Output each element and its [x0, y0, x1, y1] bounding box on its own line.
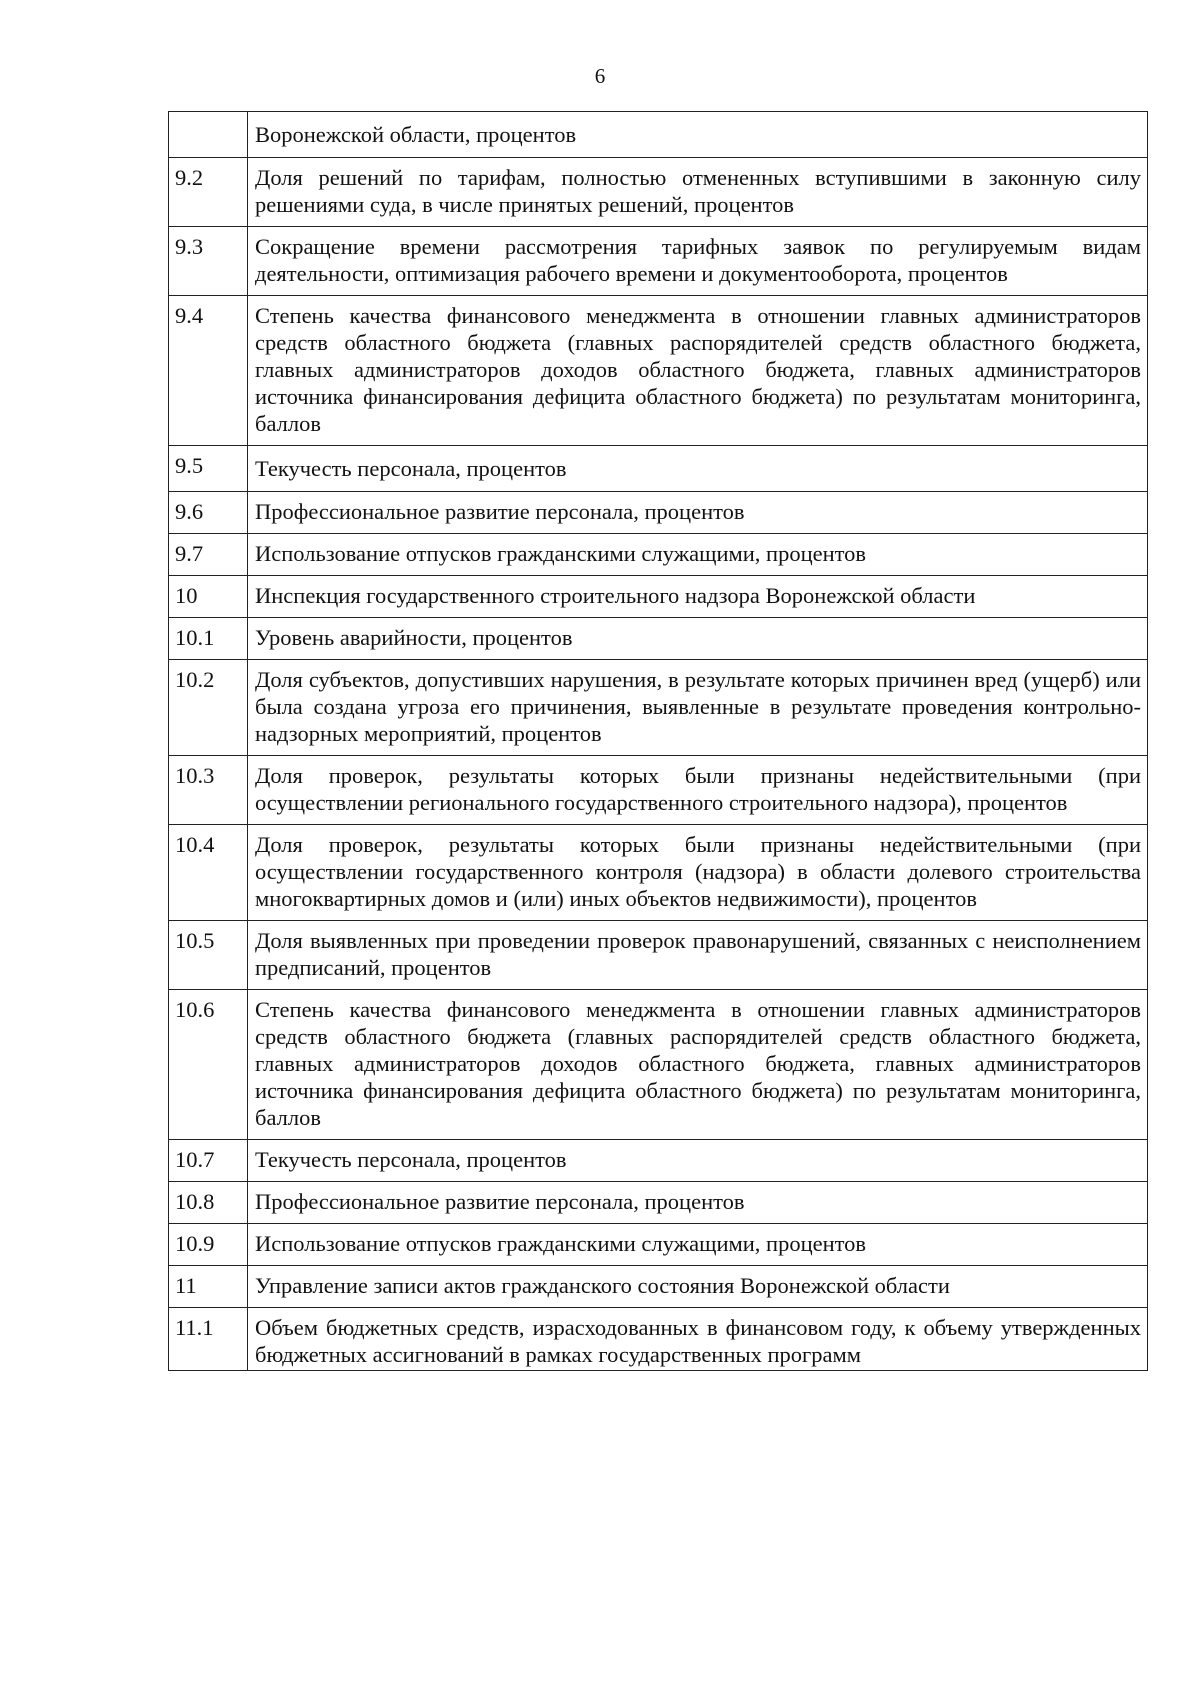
- row-number: 10.2: [169, 660, 248, 756]
- row-text: Воронежской области, процентов: [248, 112, 1148, 158]
- row-text: Степень качества финансового менеджмента в отношении главных администраторов средств областного бюджета (главных распорядителей средств областного бюджета, главных администраторов доходов областного бюджета, главных администраторов источника финансирования дефицита областного бюджета) по результатам мониторинга, баллов: [248, 990, 1148, 1140]
- row-number: 9.2: [169, 158, 248, 227]
- row-text: Использование отпусков гражданскими служащими, процентов: [248, 534, 1148, 576]
- row-number: 10.9: [169, 1224, 248, 1266]
- table-row: [169, 1182, 1148, 1224]
- row-text: Профессиональное развитие персонала, процентов: [248, 492, 1148, 534]
- table-row: [169, 227, 1148, 296]
- table-row: [169, 296, 1148, 446]
- row-number: 9.5: [169, 446, 248, 492]
- table-row: [169, 660, 1148, 756]
- row-number: 10: [169, 576, 248, 618]
- table-row: [169, 1308, 1148, 1371]
- row-number: 9.7: [169, 534, 248, 576]
- row-number: 11.1: [169, 1308, 248, 1371]
- table-row: [169, 534, 1148, 576]
- row-number: 10.4: [169, 825, 248, 921]
- table-row: [169, 618, 1148, 660]
- row-text: Профессиональное развитие персонала, процентов: [248, 1182, 1148, 1224]
- table-row: [169, 756, 1148, 825]
- row-number: 9.4: [169, 296, 248, 446]
- row-number: 10.5: [169, 921, 248, 990]
- indicators-table: [168, 111, 1148, 1371]
- table-row: [169, 112, 1148, 158]
- table-row: [169, 1140, 1148, 1182]
- row-number: 10.6: [169, 990, 248, 1140]
- row-text: Сокращение времени рассмотрения тарифных заявок по регулируемым видам деятельности, оптимизация рабочего времени и документооборота, процентов: [248, 227, 1148, 296]
- row-text: Объем бюджетных средств, израсходованных в финансовом году, к объему утвержденных бюджетных ассигнований в рамках государственных программ: [248, 1308, 1148, 1371]
- row-number: 11: [169, 1266, 248, 1308]
- table-row: [169, 158, 1148, 227]
- table-row: [169, 825, 1148, 921]
- table-row: [169, 492, 1148, 534]
- row-text: Уровень аварийности, процентов: [248, 618, 1148, 660]
- row-number: [169, 112, 248, 158]
- row-text: Доля выявленных при проведении проверок правонарушений, связанных с неисполнением предписаний, процентов: [248, 921, 1148, 990]
- row-text: Использование отпусков гражданскими служащими, процентов: [248, 1224, 1148, 1266]
- row-text: Доля проверок, результаты которых были признаны недействительными (при осуществлении государственного контроля (надзора) в области долевого строительства многоквартирных домов и (или) иных объектов недвижимости), процентов: [248, 825, 1148, 921]
- row-number: 9.3: [169, 227, 248, 296]
- row-text: Доля проверок, результаты которых были признаны недействительными (при осуществлении регионального государственного строительного надзора), процентов: [248, 756, 1148, 825]
- row-text: Степень качества финансового менеджмента в отношении главных администраторов средств областного бюджета (главных распорядителей средств областного бюджета, главных администраторов доходов областного бюджета, главных администраторов источника финансирования дефицита областного бюджета) по результатам мониторинга, баллов: [248, 296, 1148, 446]
- row-number: 10.3: [169, 756, 248, 825]
- row-text: Доля решений по тарифам, полностью отмененных вступившими в законную силу решениями суда, в числе принятых решений, процентов: [248, 158, 1148, 227]
- row-number: 10.8: [169, 1182, 248, 1224]
- row-text: Текучесть персонала, процентов: [248, 1140, 1148, 1182]
- table-row: [169, 576, 1148, 618]
- row-number: 9.6: [169, 492, 248, 534]
- row-text: Управление записи актов гражданского состояния Воронежской области: [248, 1266, 1148, 1308]
- table-row: [169, 1224, 1148, 1266]
- table-row: [169, 921, 1148, 990]
- page-number: 6: [594, 64, 606, 88]
- table-row: [169, 446, 1148, 492]
- row-text: Доля субъектов, допустивших нарушения, в результате которых причинен вред (ущерб) или была создана угроза его причинения, выявленные в результате проведения контрольно-надзорных мероприятий, процентов: [248, 660, 1148, 756]
- table-row: [169, 990, 1148, 1140]
- row-text: Инспекция государственного строительного надзора Воронежской области: [248, 576, 1148, 618]
- table-row: [169, 1266, 1148, 1308]
- row-number: 10.1: [169, 618, 248, 660]
- row-number: 10.7: [169, 1140, 248, 1182]
- row-text: Текучесть персонала, процентов: [248, 446, 1148, 492]
